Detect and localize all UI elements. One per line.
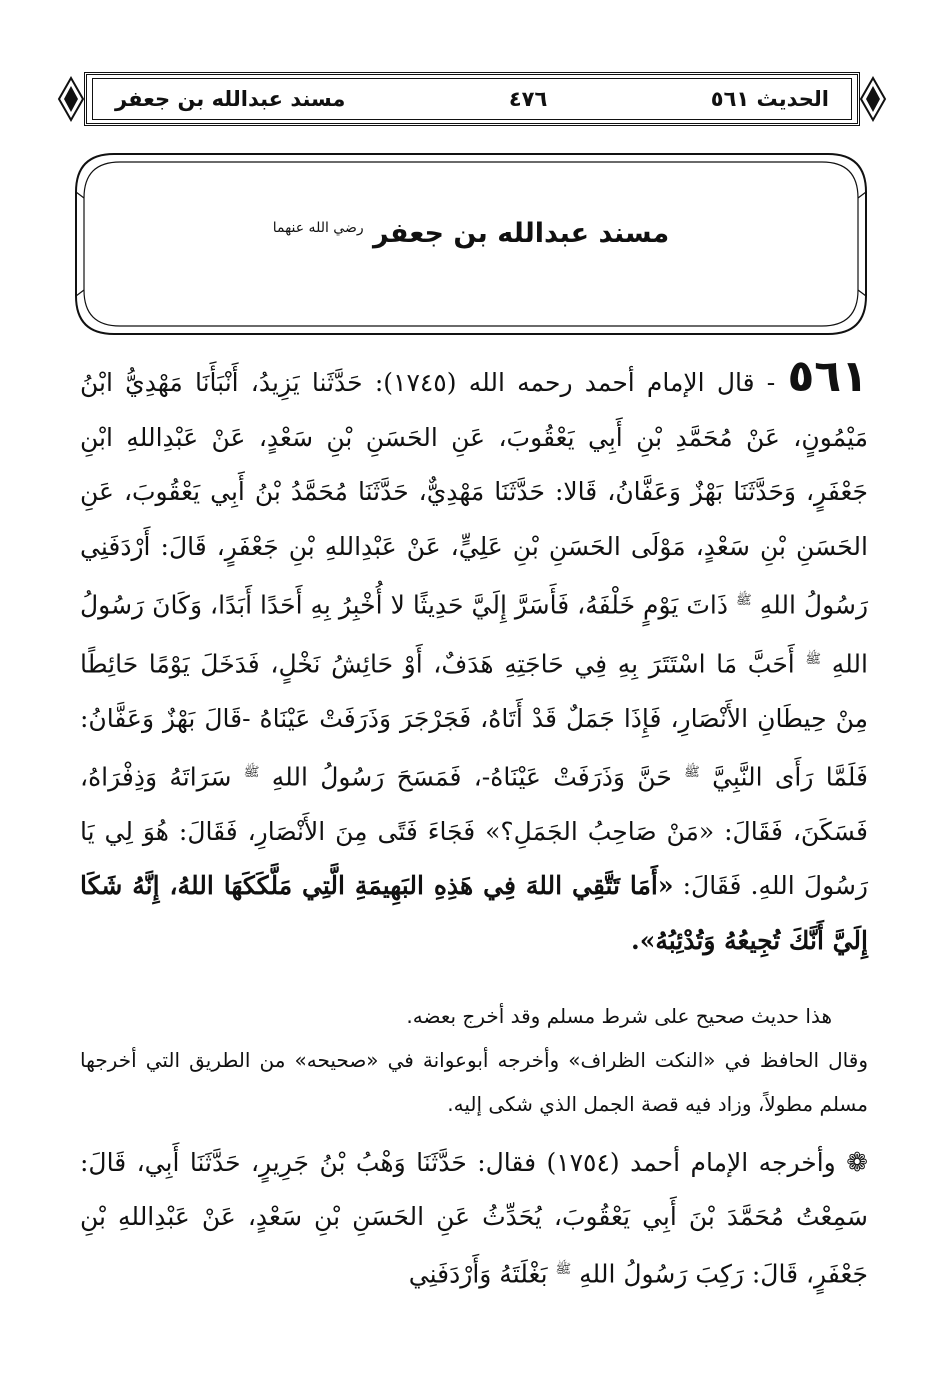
grading-notes xyxy=(80,994,868,1126)
hadith-number: ٥٦١ xyxy=(787,351,869,402)
hadith-text-part: أَحَبَّ مَا اسْتَتَرَ بِهِ فِي حَاجَتِهِ هَدَفٌ، أَوْ حَائِشُ نَخْلٍ، فَدَخَلَ يَوْمًا حَائِطًا مِنْ حِيطَانِ الأَنْصَارِ، فَإِذَا جَمَلٌ قَدْ أَتَاهُ، فَجَرْجَرَ وَذَرَفَتْ عَيْنَاهُ -قَالَ بَهْزٌ وَعَفَّانُ: فَلَمَّا رَأَى النَّبِيَّ xyxy=(80,649,868,792)
hadith-text-part: سَرَاتَهُ وَذِفْرَاهُ، فَسَكَنَ، فَقَالَ: «مَنْ صَاحِبُ الجَمَلِ؟» فَجَاءَ فَتًى مِنَ الأَنْصَارِ، فَقَالَ: هُوَ لِي يَا رَسُولَ اللهِ. فَقَالَ: xyxy=(80,762,868,901)
salawat-seal: ﷺ xyxy=(735,593,752,608)
header-hadith-label: الحديث ٥٦١ xyxy=(710,87,829,111)
running-header xyxy=(58,72,886,126)
header-section-title: مسند عبدالله بن جعفر xyxy=(115,87,346,111)
hadith-text-part: حَنَّ وَذَرَفَتْ عَيْنَاهُ-، فَمَسَحَ رَسُولُ اللهِ xyxy=(271,762,672,792)
prophetic-quote: «أَمَا تَتَّقِي اللهَ فِي هَذِهِ البَهِيمَةِ الَّتِي مَلَّكَكَهَا اللهُ، إِنَّهُ شَكَا إِلَيَّ أَنَّكَ تُجِيعُهُ وَتُدْئِبُهُ». xyxy=(80,871,868,955)
hadith-text-part: ذَاتَ يَوْمٍ خَلْفَهُ، فَأَسَرَّ إِلَيَّ حَدِيثًا لا أُخْبِرُ بِهِ أَحَدًا أَبَدًا، وَكَانَ رَسُولُ اللهِ xyxy=(80,590,868,679)
salawat-seal: ﷺ xyxy=(243,765,260,781)
hafiz-note: وقال الحافظ في «النكت الظراف» وأخرجه أبوعوانة في «صحيحه» من الطريق التي أخرجها مسلم مطولاً، وزاد فيه قصة الجمل الذي شكى إليه. xyxy=(80,1048,868,1116)
salawat-seal: ﷺ xyxy=(805,651,822,667)
hadith-isnad: - قال الإمام أحمد رحمه الله (١٧٤٥): حَدَّثَنا يَزِيدُ، أَنْبَأَنَا مَهْدِيُّ ابْنُ مَيْمُونٍ، عَنْ مُحَمَّدِ بْنِ أَبِي يَعْقُوبَ، عَنِ الحَسَنِ بْنِ سَعْدٍ، عَنْ عَبْدِاللهِ ابْنِ جَعْفَرٍ، وَحَدَّثَنَا بَهْزٌ وَعَفَّانُ، قَالا: حَدَّثَنَا مَهْدِيٌّ، حَدَّثَنَا مُحَمَّدُ بْنُ أَبِي يَعْقُوبَ، عَنِ الحَسَنِ بْنِ سَعْدٍ، مَوْلَى الحَسَنِ بْنِ عَلِيٍّ، عَنْ عَبْدِاللهِ بْنِ جَعْفَرٍ، قَالَ: أَرْدَفَنِي رَسُولُ اللهِ xyxy=(80,368,869,620)
header-inner-border xyxy=(92,78,852,120)
flower-bullet-icon: ❁ xyxy=(846,1148,868,1178)
chapter-title-text: مسند عبدالله بن جعفر xyxy=(373,218,670,249)
header-page-number: ٤٧٦ xyxy=(508,87,548,111)
salawat-seal: ﷺ xyxy=(555,1262,572,1277)
header-ornament-left-icon xyxy=(56,76,86,122)
hadith-text xyxy=(80,350,868,968)
chapter-title xyxy=(74,218,868,249)
narration-text-end: بَغْلَتَهُ وَأَرْدَفَنِي xyxy=(408,1259,548,1289)
salawat-seal: ﷺ xyxy=(684,765,700,781)
grading-note: هذا حديث صحيح على شرط مسلم وقد أخرج بعضه. xyxy=(406,1004,832,1028)
additional-narration xyxy=(80,1136,868,1300)
header-ornament-right-icon xyxy=(858,76,888,122)
chapter-title-box xyxy=(74,152,868,336)
narration-text: وأخرجه الإمام أحمد (١٧٥٤) فقال: حَدَّثَنَا وَهْبُ بْنُ جَرِيرٍ، حَدَّثَنَا أَبِي، قَالَ: سَمِعْتُ مُحَمَّدَ بْنَ أَبِي يَعْقُوبَ، يُحَدِّثُ عَنِ الحَسَنِ بْنِ سَعْدٍ، عَنْ عَبْدِاللهِ بْنِ جَعْفَرٍ، قَالَ: رَكِبَ رَسُولُ اللهِ xyxy=(80,1148,868,1289)
honorific-seal: رضي الله عنهما xyxy=(272,220,364,236)
